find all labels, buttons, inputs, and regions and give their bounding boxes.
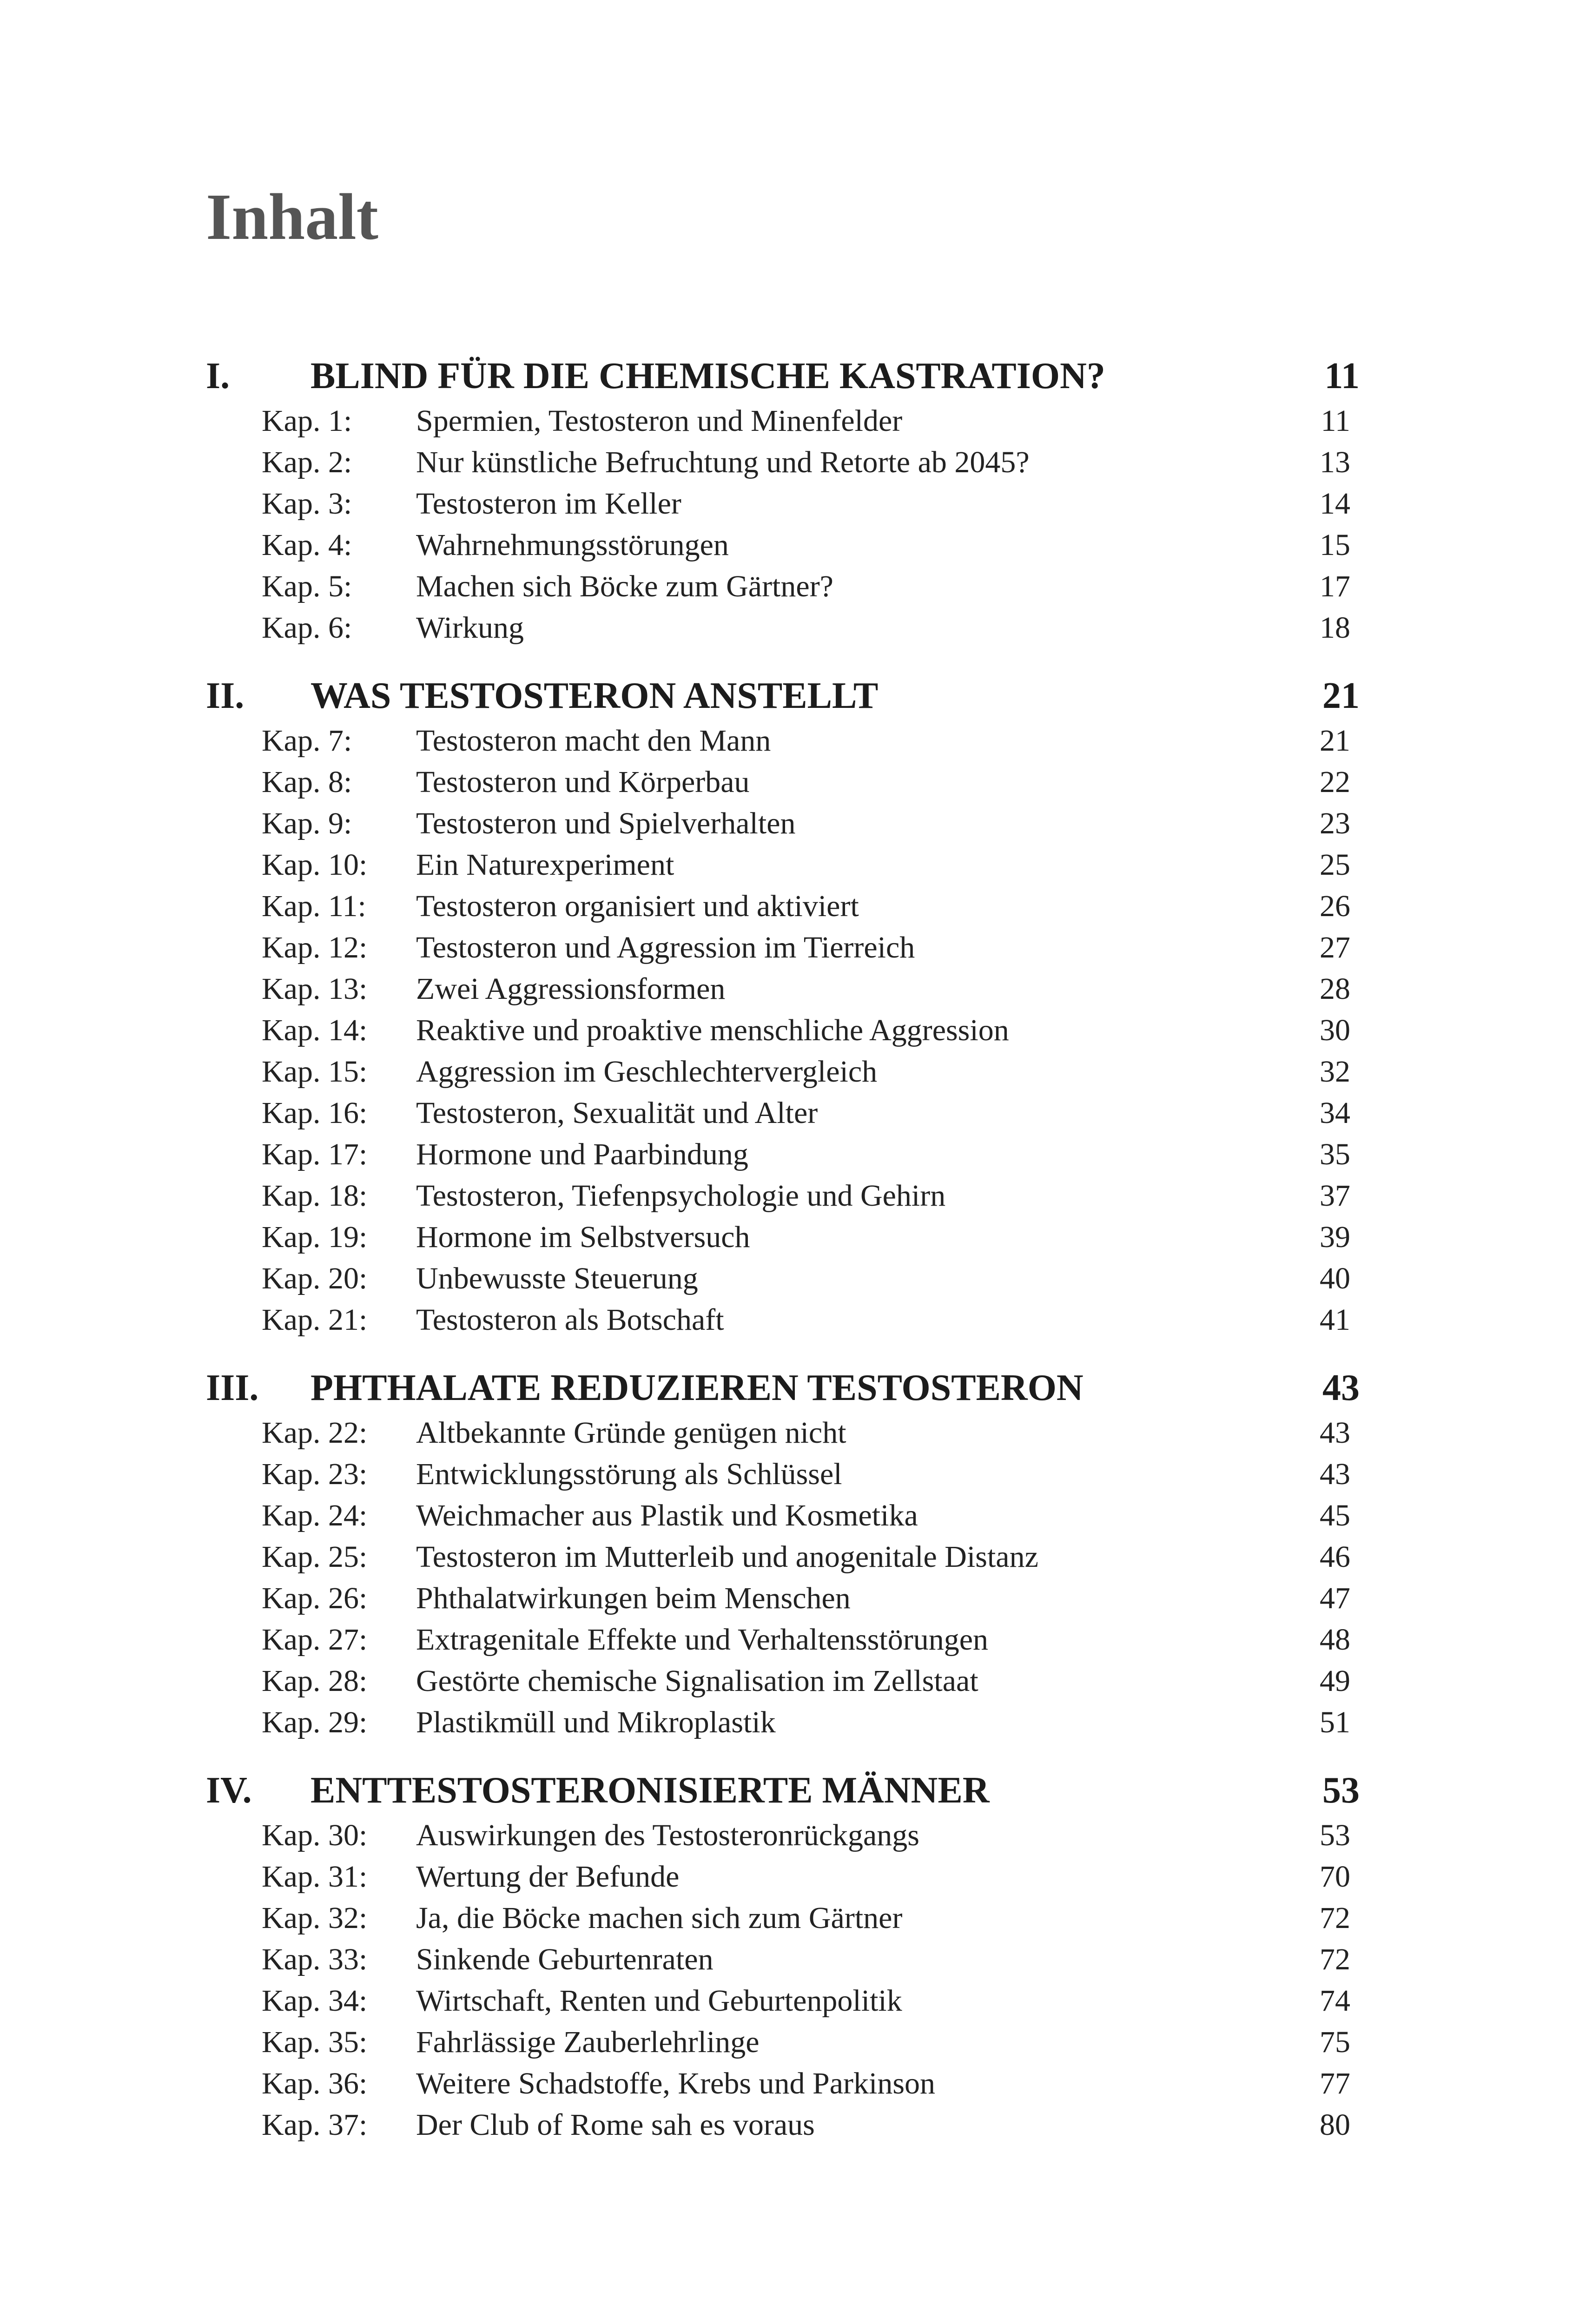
chapter-page-number: 18 <box>1320 611 1350 645</box>
chapter-page-number: 34 <box>1320 1096 1350 1130</box>
chapter-label: Kap. 32: <box>262 1901 368 1935</box>
chapter-entry[interactable] <box>206 1817 1360 1859</box>
part-page-number: 11 <box>1324 356 1360 396</box>
chapter-entry[interactable] <box>206 610 1360 651</box>
chapter-title: Gestörte chemische Signalisation im Zellstaat <box>416 1664 978 1698</box>
chapter-page-number: 80 <box>1320 2108 1350 2142</box>
part-heading[interactable] <box>206 1363 1360 1415</box>
chapter-entry[interactable] <box>206 1219 1360 1261</box>
chapter-title: Auswirkungen des Testosteronrückgangs <box>416 1818 919 1852</box>
chapter-page-number: 45 <box>1320 1499 1350 1532</box>
part-page-number: 21 <box>1322 675 1360 716</box>
chapter-page-number: 15 <box>1320 528 1350 562</box>
chapter-page-number: 11 <box>1321 404 1350 438</box>
chapter-page-number: 30 <box>1320 1013 1350 1047</box>
chapter-label: Kap. 14: <box>262 1013 368 1047</box>
chapter-label: Kap. 31: <box>262 1860 368 1894</box>
table-of-contents <box>206 351 1360 2168</box>
chapter-title: Sinkende Geburtenraten <box>416 1942 713 1976</box>
page-title: Inhalt <box>206 180 378 253</box>
chapter-entry[interactable] <box>206 930 1360 971</box>
chapter-entry[interactable] <box>206 1622 1360 1663</box>
chapter-entry[interactable] <box>206 1415 1360 1456</box>
chapter-label: Kap. 13: <box>262 972 368 1006</box>
chapter-title: Reaktive und proaktive menschliche Aggression <box>416 1013 1009 1047</box>
part-number: III. <box>206 1367 259 1408</box>
part-heading[interactable] <box>206 671 1360 723</box>
toc-part <box>206 1363 1360 1746</box>
part-number: I. <box>206 356 230 396</box>
chapter-entry[interactable] <box>206 2107 1360 2148</box>
chapter-label: Kap. 7: <box>262 724 352 758</box>
chapter-label: Kap. 22: <box>262 1416 368 1450</box>
chapter-entry[interactable] <box>206 1539 1360 1580</box>
chapter-title: Testosteron als Botschaft <box>416 1303 724 1337</box>
chapter-entry[interactable] <box>206 486 1360 527</box>
chapter-title: Wahrnehmungsstörungen <box>416 528 729 562</box>
chapter-title: Testosteron und Aggression im Tierreich <box>416 931 915 964</box>
chapter-title: Testosteron im Keller <box>416 487 681 521</box>
chapter-title: Testosteron und Spielverhalten <box>416 806 796 840</box>
chapter-title: Testosteron im Mutterleib und anogenitale Distanz <box>416 1540 1038 1574</box>
part-number: IV. <box>206 1770 252 1811</box>
toc-part <box>206 671 1360 1343</box>
chapter-page-number: 21 <box>1320 724 1350 758</box>
chapter-page-number: 43 <box>1320 1416 1350 1450</box>
chapter-page-number: 43 <box>1320 1457 1350 1491</box>
part-number: II. <box>206 675 244 716</box>
chapter-label: Kap. 28: <box>262 1664 368 1698</box>
chapter-title: Machen sich Böcke zum Gärtner? <box>416 569 833 603</box>
chapter-page-number: 70 <box>1320 1860 1350 1894</box>
part-title: WAS TESTOSTERON ANSTELLT <box>310 675 879 716</box>
chapter-entry[interactable] <box>206 1261 1360 1302</box>
chapter-title: Phthalatwirkungen beim Menschen <box>416 1581 851 1615</box>
chapter-label: Kap. 17: <box>262 1137 368 1171</box>
part-page-number: 43 <box>1322 1367 1360 1408</box>
chapter-entry[interactable] <box>206 2024 1360 2066</box>
toc-part <box>206 1765 1360 2148</box>
chapter-page-number: 32 <box>1320 1055 1350 1089</box>
chapter-title: Spermien, Testosteron und Minenfelder <box>416 404 903 438</box>
chapter-entry[interactable] <box>206 1859 1360 1900</box>
chapter-title: Hormone im Selbstversuch <box>416 1220 750 1254</box>
chapter-page-number: 75 <box>1320 2025 1350 2059</box>
chapter-label: Kap. 35: <box>262 2025 368 2059</box>
chapter-title: Plastikmüll und Mikroplastik <box>416 1705 776 1739</box>
chapter-label: Kap. 20: <box>262 1261 368 1295</box>
chapter-title: Altbekannte Gründe genügen nicht <box>416 1416 846 1450</box>
chapter-title: Testosteron organisiert und aktiviert <box>416 889 859 923</box>
chapter-title: Der Club of Rome sah es voraus <box>416 2108 815 2142</box>
chapter-label: Kap. 26: <box>262 1581 368 1615</box>
chapter-entry[interactable] <box>206 403 1360 444</box>
chapter-page-number: 40 <box>1320 1261 1350 1295</box>
chapter-page-number: 23 <box>1320 806 1350 840</box>
chapter-page-number: 53 <box>1320 1818 1350 1852</box>
chapter-title: Extragenitale Effekte und Verhaltensstörungen <box>416 1623 988 1657</box>
chapter-title: Ein Naturexperiment <box>416 848 674 882</box>
chapter-label: Kap. 19: <box>262 1220 368 1254</box>
chapter-page-number: 22 <box>1320 765 1350 799</box>
chapter-title: Testosteron, Sexualität und Alter <box>416 1096 818 1130</box>
chapter-label: Kap. 4: <box>262 528 352 562</box>
chapter-title: Wirtschaft, Renten und Geburtenpolitik <box>416 1984 902 2018</box>
part-title: BLIND FÜR DIE CHEMISCHE KASTRATION? <box>310 356 1105 396</box>
chapter-label: Kap. 37: <box>262 2108 368 2142</box>
chapter-page-number: 41 <box>1320 1303 1350 1337</box>
chapter-page-number: 72 <box>1320 1942 1350 1976</box>
chapter-page-number: 72 <box>1320 1901 1350 1935</box>
chapter-label: Kap. 2: <box>262 445 352 479</box>
chapter-entry[interactable] <box>206 1178 1360 1219</box>
chapter-title: Hormone und Paarbindung <box>416 1137 748 1171</box>
chapter-label: Kap. 33: <box>262 1942 368 1976</box>
chapter-title: Aggression im Geschlechtervergleich <box>416 1055 878 1089</box>
chapter-page-number: 46 <box>1320 1540 1350 1574</box>
chapter-entry[interactable] <box>206 1136 1360 1178</box>
chapter-page-number: 17 <box>1320 569 1350 603</box>
chapter-page-number: 28 <box>1320 972 1350 1006</box>
chapter-title: Ja, die Böcke machen sich zum Gärtner <box>416 1901 903 1935</box>
chapter-page-number: 25 <box>1320 848 1350 882</box>
chapter-entry[interactable] <box>206 764 1360 805</box>
chapter-title: Weichmacher aus Plastik und Kosmetika <box>416 1499 918 1532</box>
chapter-entry[interactable] <box>206 1941 1360 1983</box>
chapter-entry[interactable] <box>206 1054 1360 1095</box>
chapter-label: Kap. 5: <box>262 569 352 603</box>
chapter-label: Kap. 24: <box>262 1499 368 1532</box>
chapter-page-number: 77 <box>1320 2067 1350 2100</box>
chapter-label: Kap. 12: <box>262 931 368 964</box>
chapter-entry[interactable] <box>206 888 1360 930</box>
chapter-entry[interactable] <box>206 723 1360 764</box>
chapter-entry[interactable] <box>206 527 1360 568</box>
chapter-page-number: 14 <box>1320 487 1350 521</box>
chapter-label: Kap. 29: <box>262 1705 368 1739</box>
chapter-title: Zwei Aggressionsformen <box>416 972 726 1006</box>
chapter-page-number: 35 <box>1320 1137 1350 1171</box>
chapter-title: Nur künstliche Befruchtung und Retorte ab 2045? <box>416 445 1030 479</box>
chapter-entry[interactable] <box>206 568 1360 610</box>
part-heading[interactable] <box>206 351 1360 403</box>
chapter-label: Kap. 8: <box>262 765 352 799</box>
chapter-entry[interactable] <box>206 1983 1360 2024</box>
chapter-title: Testosteron macht den Mann <box>416 724 771 758</box>
chapter-label: Kap. 34: <box>262 1984 368 2018</box>
chapter-page-number: 39 <box>1320 1220 1350 1254</box>
part-title: PHTHALATE REDUZIEREN TESTOSTERON <box>310 1367 1083 1408</box>
chapter-page-number: 13 <box>1320 445 1350 479</box>
chapter-title: Testosteron und Körperbau <box>416 765 750 799</box>
chapter-label: Kap. 25: <box>262 1540 368 1574</box>
chapter-entry[interactable] <box>206 444 1360 486</box>
chapter-title: Fahrlässige Zauberlehrlinge <box>416 2025 760 2059</box>
chapter-label: Kap. 27: <box>262 1623 368 1657</box>
chapter-label: Kap. 3: <box>262 487 352 521</box>
chapter-label: Kap. 6: <box>262 611 352 645</box>
part-page-number: 53 <box>1322 1770 1360 1811</box>
chapter-entry[interactable] <box>206 805 1360 847</box>
chapter-label: Kap. 11: <box>262 889 366 923</box>
chapter-entry[interactable] <box>206 847 1360 888</box>
chapter-page-number: 47 <box>1320 1581 1350 1615</box>
chapter-page-number: 51 <box>1320 1705 1350 1739</box>
chapter-page-number: 49 <box>1320 1664 1350 1698</box>
chapter-entry[interactable] <box>206 1095 1360 1136</box>
chapter-page-number: 37 <box>1320 1179 1350 1213</box>
chapter-page-number: 26 <box>1320 889 1350 923</box>
chapter-label: Kap. 1: <box>262 404 352 438</box>
chapter-entry[interactable] <box>206 1704 1360 1746</box>
chapter-label: Kap. 21: <box>262 1303 368 1337</box>
chapter-title: Unbewusste Steuerung <box>416 1261 698 1295</box>
chapter-page-number: 74 <box>1320 1984 1350 2018</box>
chapter-title: Wirkung <box>416 611 524 645</box>
chapter-entry[interactable] <box>206 1900 1360 1941</box>
chapter-entry[interactable] <box>206 1456 1360 1498</box>
chapter-label: Kap. 18: <box>262 1179 368 1213</box>
chapter-title: Testosteron, Tiefenpsychologie und Gehirn <box>416 1179 946 1213</box>
chapter-entry[interactable] <box>206 971 1360 1012</box>
chapter-label: Kap. 9: <box>262 806 352 840</box>
chapter-entry[interactable] <box>206 1012 1360 1054</box>
chapter-label: Kap. 15: <box>262 1055 368 1089</box>
chapter-label: Kap. 30: <box>262 1818 368 1852</box>
toc-part <box>206 351 1360 651</box>
part-heading[interactable] <box>206 1765 1360 1817</box>
chapter-entry[interactable] <box>206 1580 1360 1622</box>
chapter-page-number: 27 <box>1320 931 1350 964</box>
chapter-title: Entwicklungsstörung als Schlüssel <box>416 1457 842 1491</box>
chapter-label: Kap. 23: <box>262 1457 368 1491</box>
chapter-entry[interactable] <box>206 1498 1360 1539</box>
chapter-page-number: 48 <box>1320 1623 1350 1657</box>
part-title: ENTTESTOSTERONISIERTE MÄNNER <box>310 1770 990 1811</box>
chapter-title: Weitere Schadstoffe, Krebs und Parkinson <box>416 2067 936 2100</box>
chapter-label: Kap. 36: <box>262 2067 368 2100</box>
chapter-label: Kap. 10: <box>262 848 368 882</box>
chapter-entry[interactable] <box>206 1302 1360 1343</box>
chapter-label: Kap. 16: <box>262 1096 368 1130</box>
chapter-title: Wertung der Befunde <box>416 1860 680 1894</box>
chapter-entry[interactable] <box>206 1663 1360 1704</box>
chapter-entry[interactable] <box>206 2066 1360 2107</box>
